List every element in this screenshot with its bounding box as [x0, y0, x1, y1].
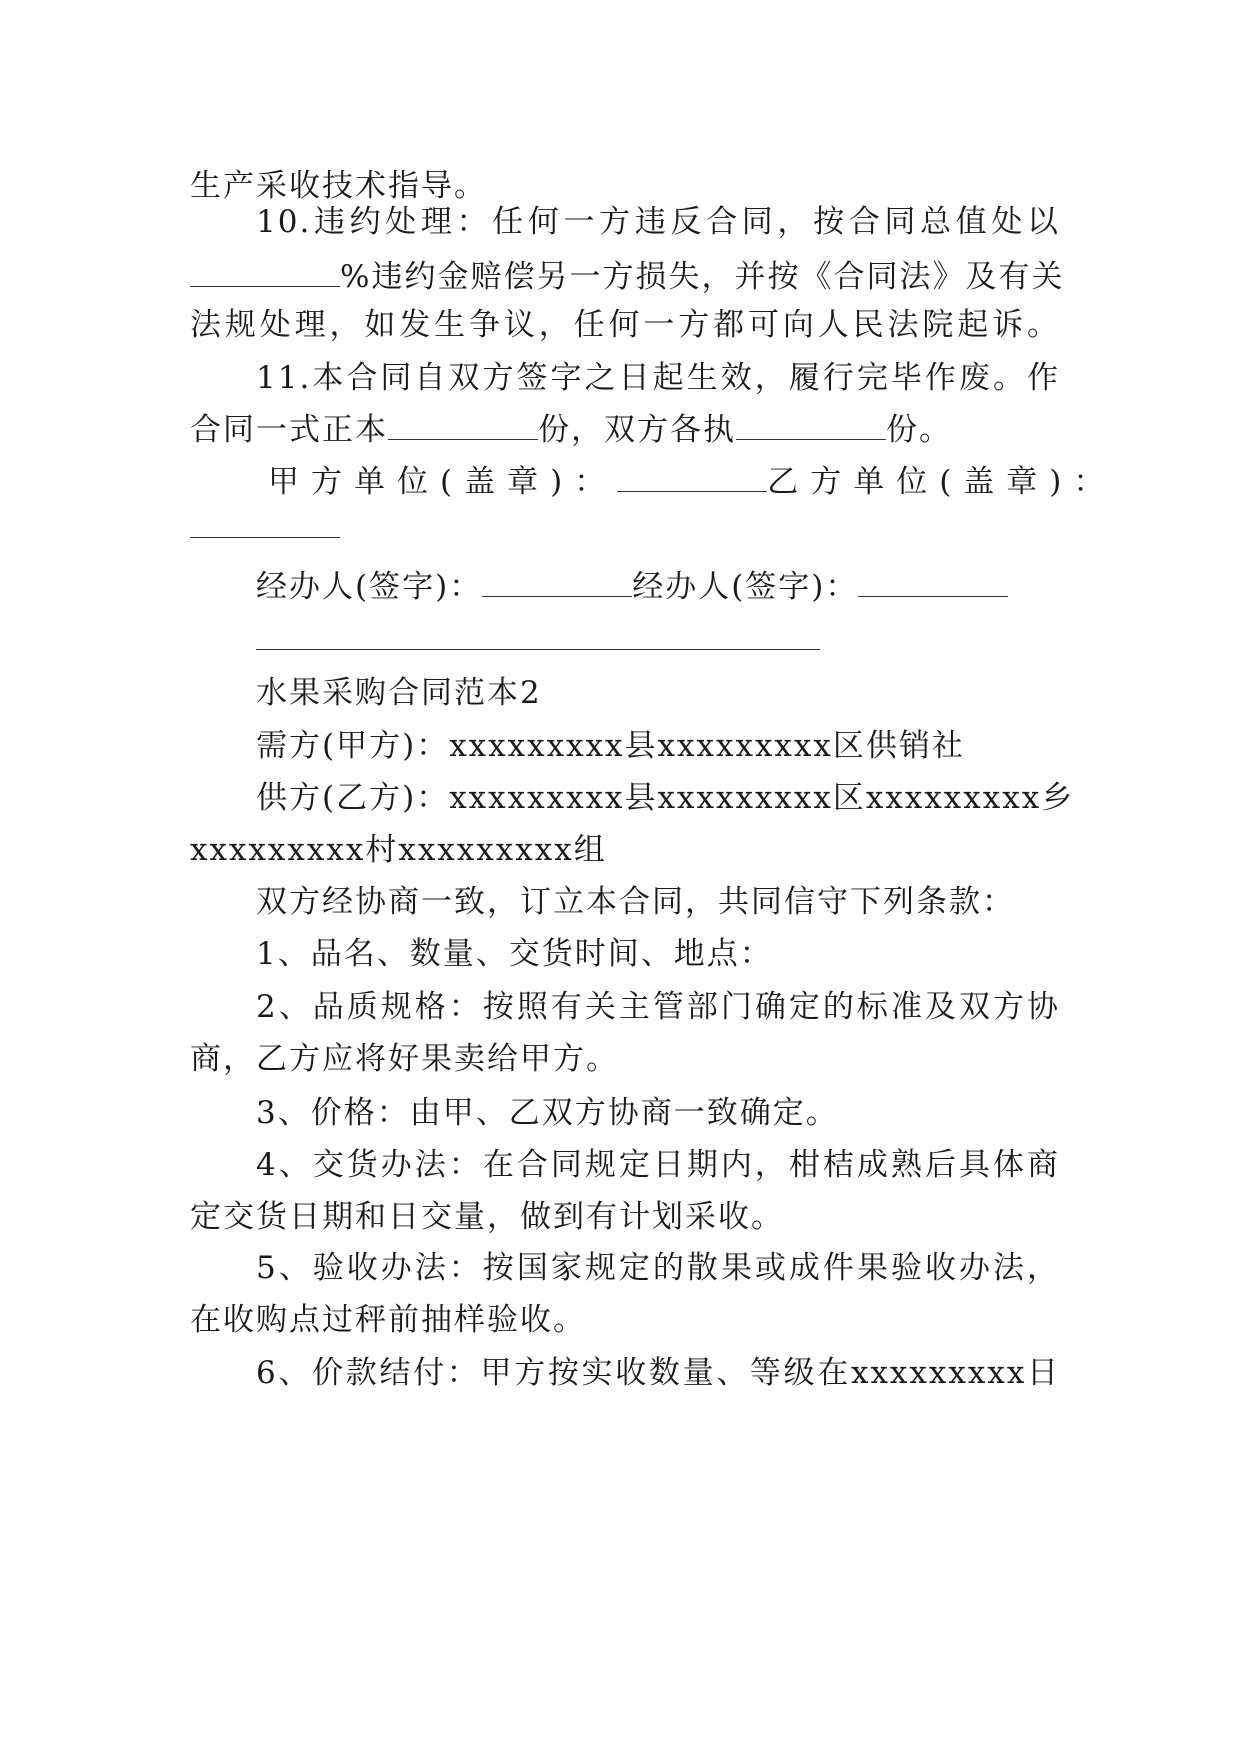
party-a-unit-label: 甲方单位(盖章)：: [268, 464, 618, 500]
text-line: [256, 882, 1060, 922]
blank-field: [858, 570, 1008, 597]
signatory-line: [256, 567, 1060, 607]
text-line: [190, 830, 1060, 870]
blank-field: [688, 623, 754, 650]
clause-10-line: [256, 202, 1060, 242]
text-segment: 在收购点过秤前抽样验收。: [190, 1302, 586, 1338]
text-segment: 4、交货办法：在合同规定日期内，柑桔成熟后具体商: [256, 1147, 1060, 1183]
text-line: [190, 305, 1060, 345]
text-segment: 5、验收办法：按国家规定的散果或成件果验收办法，: [256, 1250, 1060, 1286]
text-line: [190, 1300, 1060, 1340]
text-line: [190, 257, 1065, 297]
text-segment: 份。: [886, 412, 952, 448]
text-segment: xxxxxxxxx村xxxxxxxxx组: [190, 832, 607, 868]
text-line: [256, 987, 1060, 1027]
text-line: [190, 508, 1060, 548]
text-segment: 法规处理，如发生争议，任何一方都可向人民法院起诉。: [190, 307, 1060, 343]
text-segment: 1、品名、数量、交货时间、地点：: [256, 936, 773, 972]
blank-field: [388, 413, 538, 440]
text-segment: 10.违约处理：任何一方违反合同，按合同总值处以: [256, 204, 1060, 240]
text-segment: 3、价格：由甲、乙双方协商一致确定。: [256, 1095, 839, 1131]
blank-field: [256, 623, 406, 650]
text-segment: 定交货日期和日交量，做到有计划采收。: [190, 1199, 784, 1235]
blank-field: [538, 623, 688, 650]
party-b-signatory-label: 经办人(签字)：: [632, 569, 859, 605]
text-segment: 份，双方各执: [538, 412, 736, 448]
text-segment: 合同一式正本: [190, 412, 388, 448]
blank-field: [482, 570, 632, 597]
blank-field: [406, 623, 472, 650]
text-line: [256, 726, 1060, 766]
text-segment: %违约金赔偿另一方损失，并按《合同法》及有关: [340, 259, 1065, 295]
blank-field: [190, 511, 340, 538]
text-line: [256, 1248, 1060, 1288]
text-segment: 2、品质规格：按照有关主管部门确定的标准及双方协: [256, 989, 1060, 1025]
party-a-signatory-label: 经办人(签字)：: [256, 569, 483, 605]
text-segment: 商，乙方应将好果卖给甲方。: [190, 1041, 619, 1077]
blank-field: [754, 623, 820, 650]
date-line: [256, 620, 1060, 660]
text-segment: 双方经协商一致，订立本合同，共同信守下列条款：: [256, 884, 1015, 920]
text-line: [190, 166, 1060, 206]
blank-field: [617, 465, 767, 492]
blank-field: [190, 260, 340, 287]
signature-unit-line: [268, 462, 1117, 502]
text-segment: 6、价款结付：甲方按实收数量、等级在xxxxxxxxx日: [256, 1355, 1060, 1391]
text-segment: 需方(甲方)：xxxxxxxxx县xxxxxxxxx区供销社: [256, 728, 965, 764]
text-line: [256, 1093, 1060, 1133]
clause-11-line: [256, 358, 1060, 398]
text-line: [256, 1353, 1060, 1393]
text-segment: 生产采收技术指导。: [190, 168, 487, 204]
text-line: [190, 410, 1060, 450]
blank-field: [472, 623, 538, 650]
blank-field: [736, 413, 886, 440]
text-segment: 供方(乙方)：xxxxxxxxx县xxxxxxxxx区xxxxxxxxx乡: [256, 780, 1075, 816]
text-line: [190, 1039, 1060, 1079]
text-segment: 11.本合同自双方签字之日起生效，履行完毕作废。作: [256, 360, 1060, 396]
text-line: [256, 778, 1075, 818]
text-line: [256, 1145, 1060, 1185]
party-b-unit-label: 乙方单位(盖章)：: [767, 464, 1117, 500]
text-line: [256, 934, 1060, 974]
text-segment: 水果采购合同范本2: [256, 675, 542, 711]
section-title: [256, 673, 1060, 713]
text-line: [190, 1197, 1060, 1237]
